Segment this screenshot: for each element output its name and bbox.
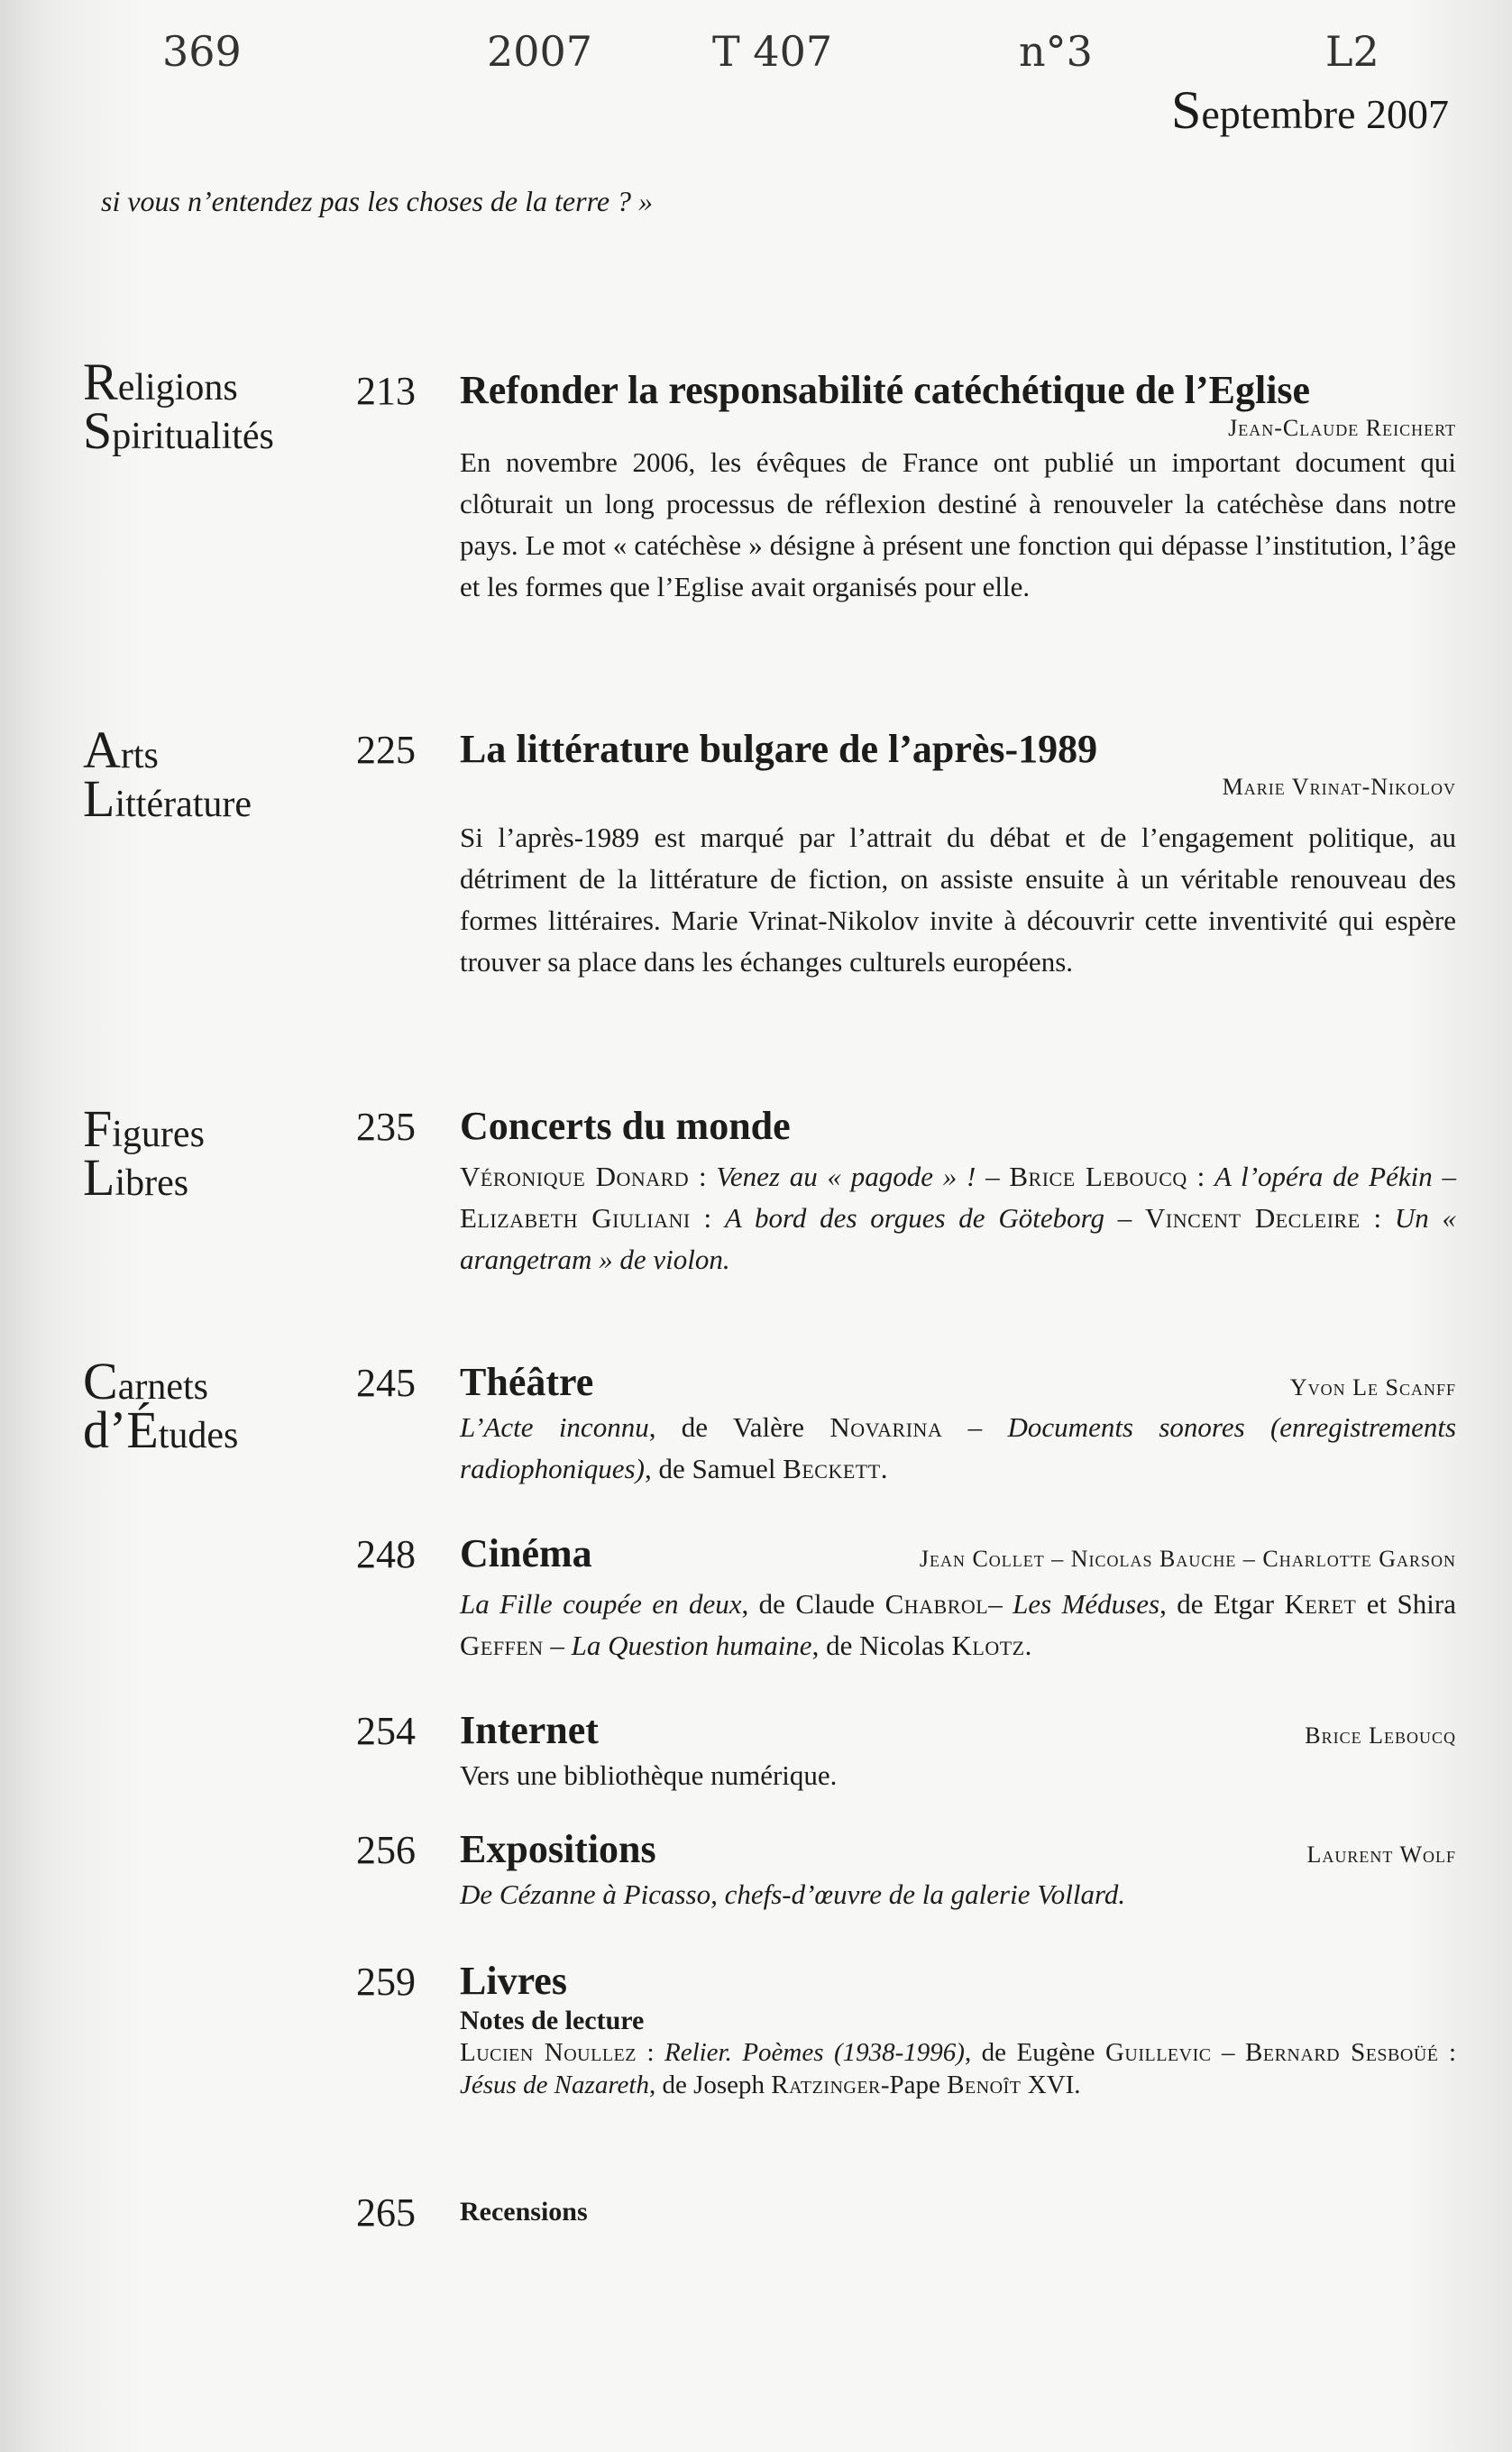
entry-author: Laurent Wolf [1306, 1841, 1456, 1868]
entry-description: Vers une bibliothèque numérique. [460, 1759, 838, 1791]
entry-description: En novembre 2006, les évêques de France ont publié un important document qui clôturait un long processus de réflexion destiné à renouveler la catéchèse dans notre pays. Le mot « catéchèse » désigne à présent une fonction qui dépasse l’institution, l’âge et les formes que l’Eglise avait organisés pour elle. [460, 446, 1456, 602]
page-number: 254 [356, 1709, 416, 1753]
section-label-religions: Religions Spiritualités [83, 353, 274, 460]
issue-date: Septembre 2007 [1170, 80, 1449, 140]
entry-title: Refonder la responsabilité catéchétique de l’Eglise [460, 368, 1311, 412]
entry-title: Cinéma [460, 1531, 592, 1575]
epigraph: si vous n’entendez pas les choses de la terre ? » [101, 185, 654, 217]
handwritten-note: L2 [1325, 27, 1379, 76]
entry-title: Concerts du monde [460, 1104, 791, 1148]
entry-description: L’Acte inconnu, de Valère Novarina – Documents sonores (enregistrements radiophoniques), de Samuel Beckett. [460, 1411, 1457, 1484]
entry-description: De Cézanne à Picasso, chefs-d’œuvre de la galerie Vollard. [460, 1878, 1126, 1910]
toc-entry [460, 725, 1456, 983]
page-number: 235 [356, 1105, 416, 1149]
entry-author: Yvon Le Scanff [1289, 1374, 1456, 1400]
page-number: 259 [356, 1960, 416, 2004]
entry-title: Internet [460, 1708, 599, 1752]
entry-title: Recensions [460, 2197, 588, 2227]
section-label-carnets: Carnets d’Études [83, 1352, 239, 1459]
page-number: 265 [356, 2190, 416, 2235]
entry-title: Expositions [460, 1827, 656, 1871]
section-label-arts: Arts Littérature [83, 721, 252, 828]
page-number: 248 [356, 1532, 416, 1576]
entry-title: Livres [460, 1959, 567, 2003]
handwritten-note: T 407 [712, 27, 833, 76]
entry-author: Jean Collet – Nicolas Bauche – Charlotte Garson [919, 1546, 1456, 1572]
entry-title: Théâtre [460, 1360, 594, 1404]
entry-description: Lucien Noullez : Relier. Poèmes (1938-1996), de Eugène Guillevic – Bernard Sesboüé : Jésus de Nazareth, de Joseph Ratzinger-Pape Benoît XVI. [460, 2038, 1457, 2099]
handwritten-note: 369 [162, 27, 242, 76]
toc-entry [460, 1358, 1456, 1490]
handwritten-note: n°3 [1019, 27, 1093, 76]
entry-author: Marie Vrinat-Nikolov [1222, 774, 1456, 800]
toc-entry [460, 1825, 1456, 1915]
page-number: 213 [356, 369, 416, 413]
toc-entry [460, 366, 1456, 608]
page-number: 245 [356, 1361, 416, 1405]
section-label-figures: Figures Libres [83, 1099, 205, 1207]
toc-entry [460, 1706, 1456, 1796]
entry-title: La littérature bulgare de l’après-1989 [460, 727, 1098, 771]
toc-entry [460, 1102, 1456, 1281]
entry-author: Brice Leboucq [1305, 1722, 1456, 1749]
entry-description: La Fille coupée en deux, de Claude Chabrol– Les Méduses, de Etgar Keret et Shira Geffen – La Question humaine, de Nicolas Klotz. [460, 1588, 1456, 1661]
toc-entry [460, 1957, 1456, 2101]
page-number: 256 [356, 1828, 416, 1872]
toc-entry [460, 1529, 1456, 1667]
toc-entry [460, 2197, 1456, 2227]
entry-author: Jean-Claude Reichert [1228, 415, 1456, 441]
entry-description: Si l’après-1989 est marqué par l’attrait du débat et de l’engagement politique, au détriment de la littérature de fiction, on assiste ensuite à un véritable renouveau des formes littéraires. Marie Vrinat-Nikolov invite à découvrir cette inventivité qui espère trouver sa place dans les échanges culturels européens. [460, 822, 1456, 978]
page-number: 225 [356, 728, 416, 772]
handwritten-note: 2007 [487, 27, 593, 76]
entry-description: Véronique Donard : Venez au « pagode » ! – Brice Leboucq : A l’opéra de Pékin – Elizabeth Giuliani : A bord des orgues de Göteborg – Vincent Decleire : Un « arangetram » de violon. [460, 1161, 1456, 1275]
entry-subtitle: Notes de lecture [460, 2006, 645, 2035]
